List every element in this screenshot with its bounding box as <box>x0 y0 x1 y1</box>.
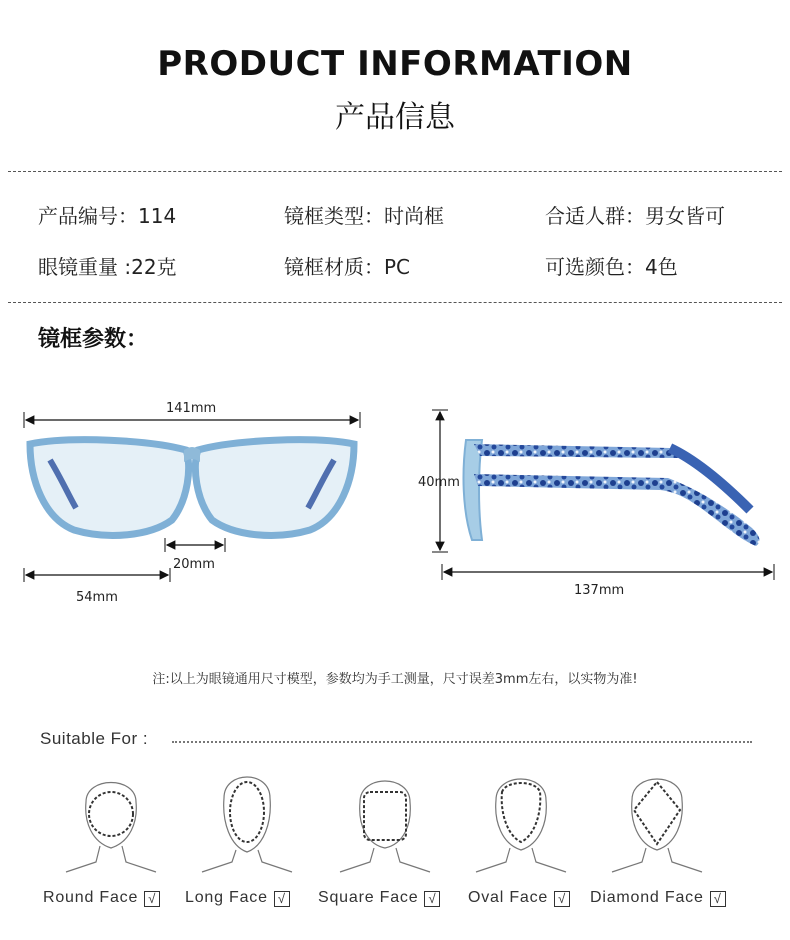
square-face-icon <box>330 762 440 874</box>
face-name-diamond: Diamond Face <box>590 889 704 906</box>
face-name-oval: Oval Face <box>468 889 549 906</box>
measurement-note: 注:以上为眼镜通用尺寸模型，参数均为手工测量，尺寸误差3mm左右，以实物为准! <box>152 672 638 687</box>
face-label-diamond <box>590 889 726 907</box>
dim-lens-height: 40mm <box>418 475 460 490</box>
dim-total-width: 141mm <box>166 401 217 416</box>
spec-frame-type: 镜框类型：时尚框 <box>284 204 444 228</box>
checkbox-icon: √ <box>274 891 290 907</box>
face-label-long <box>185 889 290 907</box>
diamond-face-icon <box>602 762 712 874</box>
divider-bottom <box>8 302 782 303</box>
divider-top <box>8 171 782 172</box>
dim-bridge: 20mm <box>173 557 215 572</box>
suitable-for-label: Suitable For : <box>40 729 149 748</box>
spec-product-number: 产品编号：114 <box>38 204 177 228</box>
page-title-en: PRODUCT INFORMATION <box>157 44 633 84</box>
glasses-side-diagram <box>400 400 790 600</box>
frame-params-heading: 镜框参数： <box>38 327 149 352</box>
round-face-icon <box>56 762 166 874</box>
face-name-round: Round Face <box>43 889 139 906</box>
face-label-square <box>318 889 440 907</box>
face-name-square: Square Face <box>318 889 419 906</box>
oval-face-icon <box>466 762 576 874</box>
face-name-long: Long Face <box>185 889 268 906</box>
checkbox-icon: √ <box>144 891 160 907</box>
long-face-icon <box>192 762 302 874</box>
face-label-oval <box>468 889 570 907</box>
dim-lens-width: 54mm <box>76 590 118 605</box>
spec-material: 镜框材质：PC <box>284 255 411 279</box>
spec-weight: 眼镜重量 :22克 <box>38 255 177 279</box>
spec-target-group: 合适人群：男女皆可 <box>545 204 725 228</box>
suitable-for-dotted-line <box>172 741 752 743</box>
dim-temple-length: 137mm <box>574 583 625 598</box>
face-label-round <box>43 889 160 907</box>
page-title-cn: 产品信息 <box>335 100 455 135</box>
checkbox-icon: √ <box>554 891 570 907</box>
glasses-front-diagram <box>0 380 400 620</box>
glasses-front-frame <box>30 440 354 536</box>
checkbox-icon: √ <box>710 891 726 907</box>
spec-colors: 可选颜色：4色 <box>545 255 678 279</box>
checkbox-icon: √ <box>424 891 440 907</box>
